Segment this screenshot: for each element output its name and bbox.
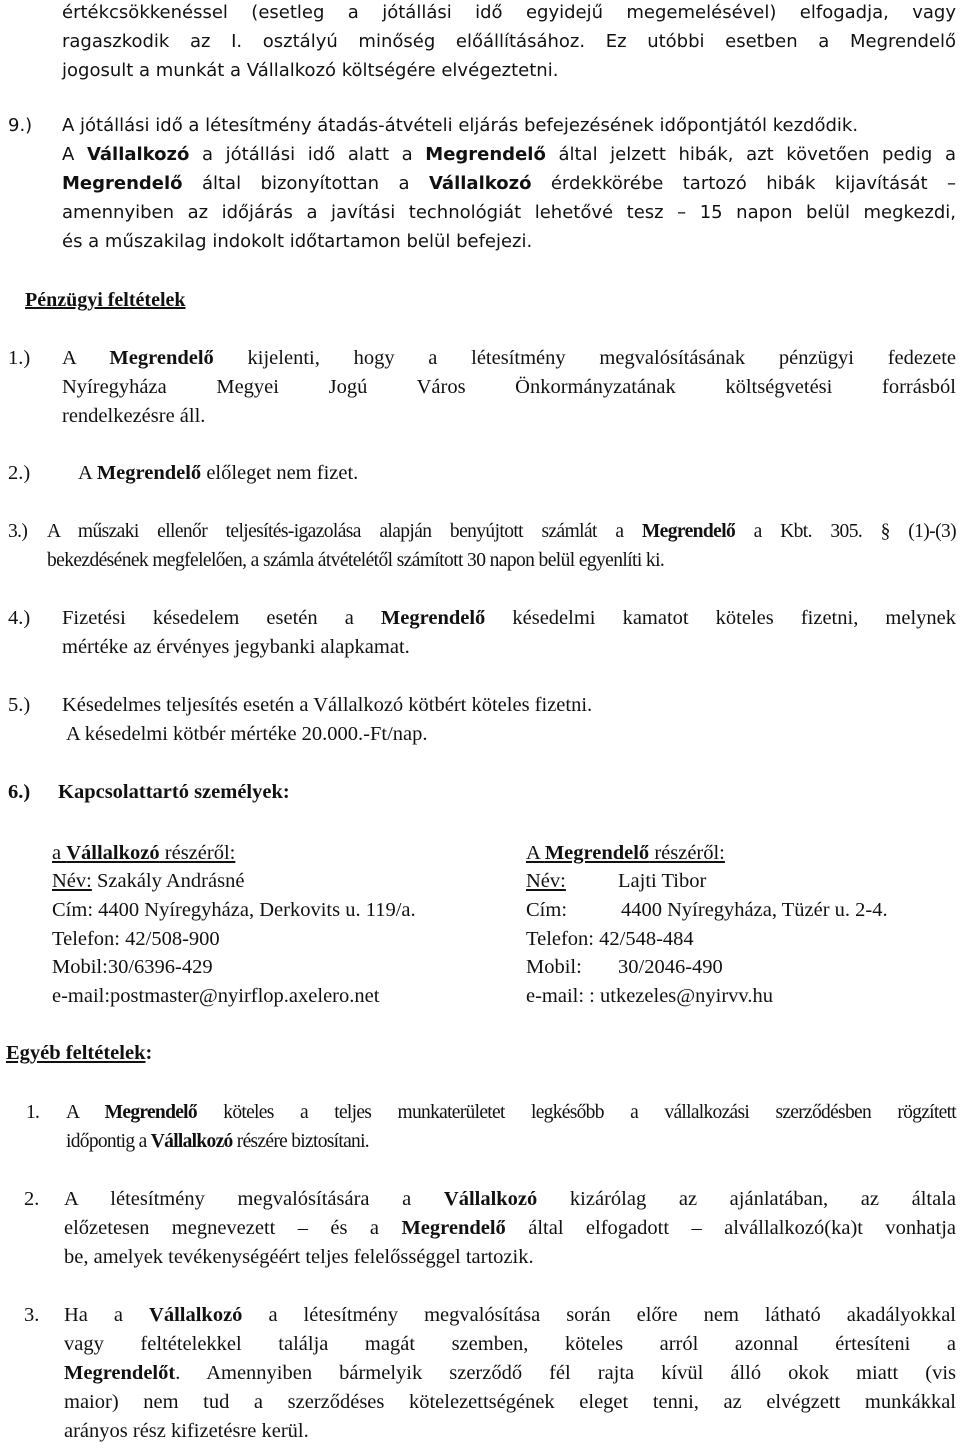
egyeb-3-line-4: maior) nem tud a szerződéses kötelezettségének eleget tenni, az elvégzett munkákkal	[64, 1391, 956, 1413]
intro-line-1: értékcsökkenéssel (esetleg a jótállási idő egyidejű megemelésével) elfogadja, vagy	[62, 2, 956, 23]
item9-number: 9.)	[8, 115, 33, 136]
megrendelo-term: Megrendelő	[96, 462, 202, 484]
penzugyi-4-line-2: mértéke az érvényes jegybanki alapkamat.	[62, 636, 410, 658]
egyeb-3-line-3: Megrendelőt. Amennyiben bármelyik szerződő fél rajta kívül álló okok miatt (vis	[64, 1362, 956, 1384]
vallalkozo-term: Vállalkozó	[443, 1188, 538, 1210]
egyeb-1-line-1: A Megrendelő köteles a teljes munkaterületet legkésőbb a vállalkozási szerződésben rögzített	[66, 1102, 957, 1123]
contact-right-name-label: Név:	[526, 870, 566, 892]
penzugyi-1-line-3: rendelkezésre áll.	[62, 405, 206, 427]
intro-line-3: jogosult a munkát a Vállalkozó költségére elvégeztetni.	[62, 60, 559, 81]
penzugyi-6-number: 6.)	[8, 781, 31, 803]
item9-line-3: Megrendelő által bizonyítottan a Vállalkozó érdekkörébe tartozó hibák kijavítását –	[62, 173, 956, 194]
egyeb-3-line-1: Ha a Vállalkozó a létesítmény megvalósítása során előre nem látható akadályokkal	[64, 1304, 956, 1326]
egyeb-heading: Egyéb feltételek:	[6, 1042, 153, 1064]
megrendelo-term: Megrendelő	[641, 521, 736, 542]
egyeb-3-number: 3.	[24, 1304, 40, 1326]
megrendelo-term: Megrendelő	[62, 173, 183, 194]
contact-right-heading: A Megrendelő részéről:	[526, 842, 725, 864]
egyeb-2-number: 2.	[24, 1188, 40, 1210]
contact-left-address: Cím: 4400 Nyíregyháza, Derkovits u. 119/a.	[52, 899, 416, 921]
penzugyi-heading: Pénzügyi feltételek	[25, 289, 186, 311]
penzugyi-2-line-1: A Megrendelő előleget nem fizet.	[78, 462, 359, 484]
megrendelo-term: Megrendelő	[109, 347, 214, 369]
contact-right-email: e-mail: : utkezeles@nyirvv.hu	[526, 985, 773, 1007]
megrendelo-term: Megrendelő	[380, 607, 486, 629]
item9-line-2: A Vállalkozó a jótállási idő alatt a Megrendelő által jelzett hibák, azt követően pedig a	[62, 144, 956, 165]
egyeb-2-line-1: A létesítmény megvalósítására a Vállalkozó kizárólag az ajánlatában, az általa	[64, 1188, 956, 1210]
penzugyi-4-line-1: Fizetési késedelem esetén a Megrendelő késedelmi kamatot köteles fizetni, melynek	[62, 607, 956, 629]
intro-line-2: ragaszkodik az I. osztályú minőség előállításához. Ez utóbbi esetben a Megrendelő	[62, 31, 956, 52]
megrendelo-term: Megrendelő	[104, 1102, 197, 1123]
egyeb-1-line-2: időpontig a Vállalkozó részére biztosítani.	[66, 1131, 369, 1152]
megrendelot-term: Megrendelőt	[64, 1362, 176, 1384]
item9-line-5: és a műszakilag indokolt időtartamon belül befejezi.	[62, 231, 533, 252]
contact-right-mobile: 30/2046-490	[618, 956, 723, 978]
penzugyi-3-line-1: A műszaki ellenőr teljesítés-igazolása alapján benyújtott számlát a Megrendelő a Kbt. 305. § (1)-(3)	[47, 521, 957, 542]
contact-left-name: Név: Szakály Andrásné	[52, 870, 245, 892]
egyeb-1-number: 1.	[26, 1102, 40, 1123]
penzugyi-3-line-2: bekezdésének megfelelően, a számla átvételétől számított 30 napon belül egyenlíti ki.	[47, 550, 665, 571]
vallalkozo-term: Vállalkozó	[86, 144, 190, 165]
vallalkozo-term: Vállalkozó	[428, 173, 532, 194]
penzugyi-5-number: 5.)	[8, 694, 31, 716]
vallalkozo-term: Vállalkozó	[150, 1131, 233, 1152]
contact-left-email: e-mail:postmaster@nyirflop.axelero.net	[52, 985, 380, 1007]
item9-line-1: A jótállási idő a létesítmény átadás-átvételi eljárás befejezésének időpontjától kezdődik.	[62, 115, 859, 136]
contact-right-address: 4400 Nyíregyháza, Tüzér u. 2-4.	[621, 899, 888, 921]
contact-right-phone: Telefon: 42/548-484	[526, 928, 694, 950]
megrendelo-term: Megrendelő	[401, 1217, 506, 1239]
megrendelo-term: Megrendelő	[425, 144, 546, 165]
contacts-title: Kapcsolattartó személyek:	[58, 781, 290, 803]
contact-left-mobile: Mobil:30/6396-429	[52, 956, 213, 978]
penzugyi-5-line-1: Késedelmes teljesítés esetén a Vállalkozó kötbért köteles fizetni.	[62, 694, 593, 716]
penzugyi-2-number: 2.)	[8, 462, 31, 484]
penzugyi-1-line-1: A Megrendelő kijelenti, hogy a létesítmény megvalósításának pénzügyi fedezete	[62, 347, 956, 369]
egyeb-3-line-5: arányos rész kifizetésre kerül.	[64, 1420, 309, 1442]
penzugyi-1-line-2: Nyíregyháza Megyei Jogú Város Önkormányzatának költségvetési forrásból	[62, 376, 956, 398]
contact-right-address-label: Cím:	[526, 899, 568, 921]
penzugyi-4-number: 4.)	[8, 607, 31, 629]
contact-left-heading: a Vállalkozó részéről:	[52, 842, 236, 864]
item9-line-4: amennyiben az időjárás a javítási technológiát lehetővé tesz – 15 napon belül megkezdi,	[62, 202, 956, 223]
section-sign: §	[880, 521, 890, 542]
penzugyi-5-line-2: A késedelmi kötbér mértéke 20.000.-Ft/nap.	[66, 723, 428, 745]
egyeb-3-line-2: vagy feltételekkel találja magát szemben, köteles arról azonnal értesíteni a	[64, 1333, 956, 1355]
egyeb-2-line-3: be, amelyek tevékenységéért teljes felelősséggel tartozik.	[64, 1246, 534, 1268]
penzugyi-3-number: 3.)	[8, 521, 28, 542]
contact-right-mobile-label: Mobil:	[526, 956, 582, 978]
egyeb-2-line-2: előzetesen megnevezett – és a Megrendelő által elfogadott – alvállalkozó(ka)t vonhatja	[64, 1217, 956, 1239]
vallalkozo-term: Vállalkozó	[149, 1304, 243, 1326]
contact-left-phone: Telefon: 42/508-900	[52, 928, 220, 950]
contact-right-name: Lajti Tibor	[618, 870, 707, 892]
penzugyi-1-number: 1.)	[8, 347, 31, 369]
